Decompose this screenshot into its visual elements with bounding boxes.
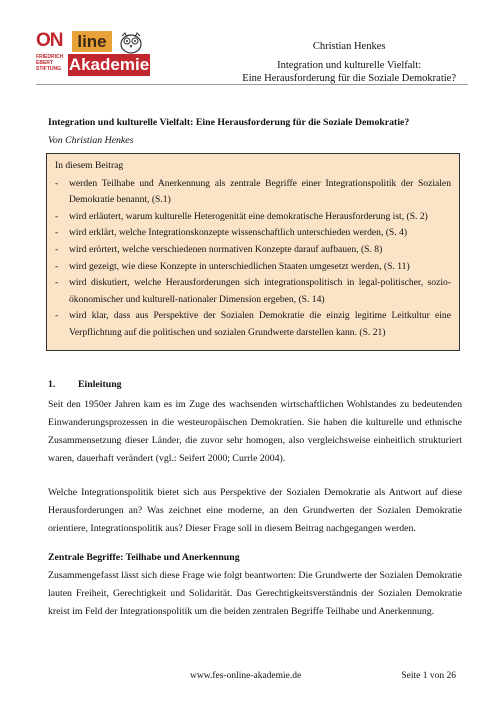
footer-url[interactable]: www.fes-online-akademie.de (190, 671, 302, 681)
section-heading: Zentrale Begriffe: Teilhabe und Anerkennung (48, 552, 240, 563)
logo-line-text: line (72, 31, 112, 52)
header-divider (36, 84, 468, 85)
owl-icon (116, 30, 146, 54)
section-heading: 1. Einleitung (48, 379, 122, 390)
section-introduction (48, 376, 462, 554)
paragraph: Zusammengefasst lässt sich diese Frage wie folgt beantworten: Die Grundwerte der Sozialen Demokratie lauten Freiheit, Gerechtigkeit und Solidarität. Das Gerechtigkeitsverständnis der Sozialen Demokratie kreist im Feld der Integrationspolitik um die beiden zentralen Begriffe Teilhabe und Anerkennung. (48, 570, 462, 617)
document-title: Integration und kulturelle Vielfalt: Eine Herausforderung für die Soziale Demokratie? (48, 117, 410, 128)
paragraph: Welche Integrationspolitik bietet sich aus Perspektive der Sozialen Demokratie als Antwort auf diese Herausforderungen an? Was zeichnet eine moderne, an den Grundwerten der Sozialen Demokratie orientiere, Integrationspolitik aus? Dieser Frage soll in diesem Beitrag nachgegangen werden. (48, 487, 462, 534)
page-number: Seite 1 von 26 (401, 671, 456, 681)
document-heading (48, 115, 468, 149)
summary-item: - wird erläutert, warum kulturelle Heterogenität eine demokratische Herausforderung ist, (S. 2) (55, 210, 428, 222)
summary-box (46, 153, 460, 351)
summary-item: - wird erklärt, welche Integrationskonzepte wissenschaftlich unterschieden werden, (S. 4) (55, 227, 408, 239)
paragraph: Seit den 1950er Jahren kam es im Zuge des wachsenden wirtschaftlichen Wohlstandes zu bedeutenden Einwanderungsprozessen in die westeuropäischen Demokratien. Sie haben die kulturelle und ethnische Zusammensetzung dieser Länder, die zuvor sehr homogen, also vergleichsweise einheitlich strukturiert waren, dauerhaft verändert (vgl.: Seifert 2000; Currle 2004). (48, 399, 462, 464)
page-header-info (242, 40, 456, 85)
logo-fes-text: FRIEDRICH EBERT STIFTUNG (36, 54, 64, 72)
fes-online-akademie-logo (36, 30, 152, 78)
document-byline: Von Christian Henkes (48, 135, 134, 146)
header-title-line-2: Eine Herausforderung für die Soziale Demokratie? (242, 73, 456, 84)
summary-item: - wird klar, dass aus Perspektive der Sozialen Demokratie die einzig legitime Leitkultur eine Verpflichtung auf die politischen und sozialen Grundwerte darstellen kann. (S. 21) (55, 310, 451, 338)
summary-item: - wird erörtert, welche verschiedenen normativen Konzepte darauf aufbauen, (S. 8) (55, 243, 383, 255)
logo-on-text: ON (36, 30, 72, 52)
summary-item: - wird gezeigt, wie diese Konzepte in unterschiedlichen Staaten umgesetzt werden, (S. 11) (55, 260, 410, 272)
summary-item: - werden Teilhabe und Anerkennung als zentrale Begriffe einer Integrationspolitik der Sozialen Demokratie benannt, (S.1) (55, 177, 451, 206)
header-title-line-1: Integration und kulturelle Vielfalt: (277, 60, 422, 71)
summary-lead: In diesem Beitrag (55, 160, 124, 171)
section-central-terms (48, 549, 462, 621)
header-author: Christian Henkes (312, 41, 386, 52)
summary-list (55, 176, 451, 342)
summary-item: - wird diskutiert, welche Herausforderungen sich integrationspolitisch in legal-politischer, sozio-ökonomischer und kulturell-nationaler Dimension ergeben, (S. 14) (55, 277, 451, 305)
logo-akademie-text: Akademie (68, 55, 150, 74)
